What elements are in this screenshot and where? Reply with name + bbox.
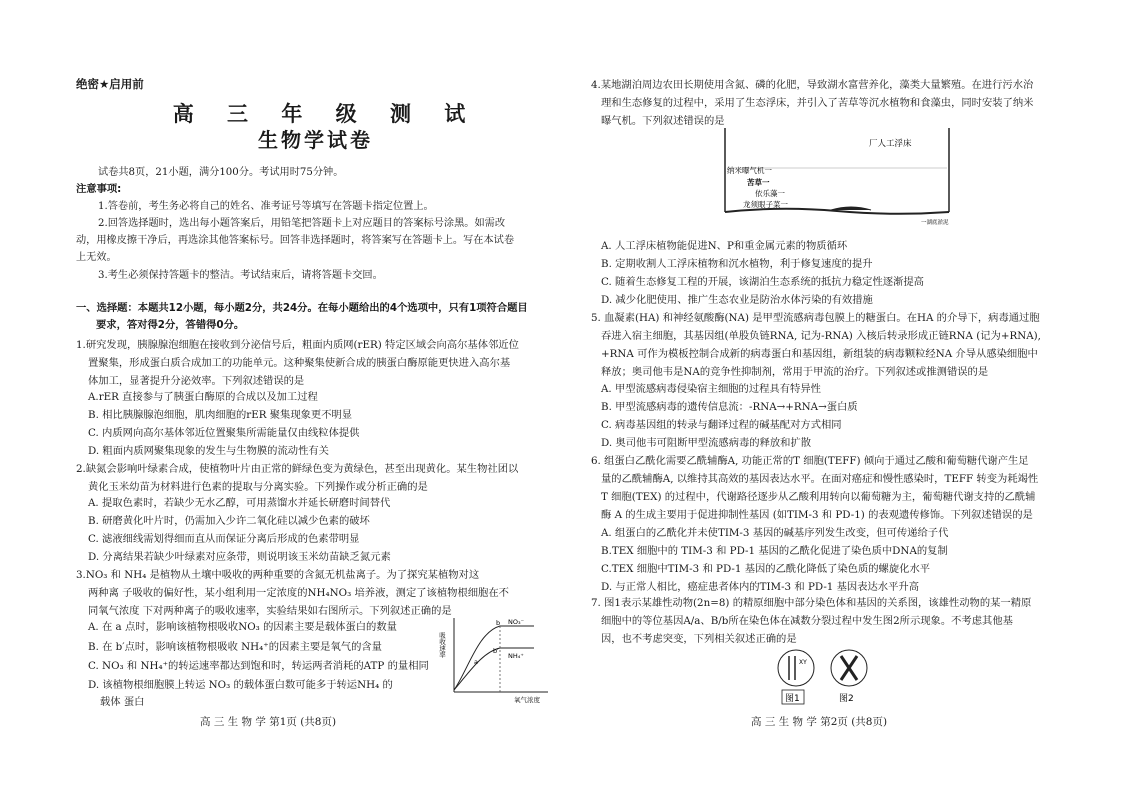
note-1: 1.答卷前，考生务必将自己的姓名、准考证号等填写在答题卡指定位置上。	[98, 201, 434, 212]
q4-option-a: A. 人工浮床植物能促进N、P和重金属元素的物质循环	[601, 240, 848, 252]
q3-option-d-cont: 载体 蛋白	[100, 696, 145, 708]
q2-line-1: 2.缺氮会影响叶绿素合成，使植物叶片由正常的鲜绿色变为黄绿色，甚至出现黄化。某生物社团以	[76, 463, 519, 475]
q5-line-3: +RNA 可作为模板控制合成新的病毒蛋白和基因组，新组装的病毒颗粒经NA 介导从感染细胞中	[601, 348, 1038, 360]
section-heading-cont: 要求，答对得2分，答错得0分。	[96, 319, 245, 331]
q7-line-1: 7. 图1表示某雄性动物(2n=8) 的精原细胞中部分染色体和基因的关系图，该雄性动物的某一精原	[591, 597, 1032, 609]
aerator-label: 纳米曝气机一	[727, 166, 772, 175]
q5-option-b: B. 甲型流感病毒的遗传信息流：-RNA→+RNA→蛋白质	[601, 401, 858, 413]
q6-option-c: C.TEX 细胞中TIM-3 和 PD-1 基因的乙酰化降低了染色质的螺旋化水平	[601, 563, 931, 575]
q3-option-d: D. 该植物根细胞膜上转运 NO₃ 的载体蛋白数可能多于转运NH₄ 的	[88, 679, 393, 691]
q1-option-c: C. 内质网向高尔基体邻近位置聚集所需能量仅由线粒体提供	[88, 427, 360, 439]
chromosome-figures	[769, 648, 889, 708]
algae-label: 依乐藻一	[755, 189, 785, 198]
q5-option-c: C. 病毒基因组的转录与翻译过程的碱基配对方式相同	[601, 419, 842, 431]
q1-line-2: 置聚集，形成蛋白质合成加工的功能单元。这种聚集使新合成的胰蛋白酶原能更快进入高尔基	[88, 357, 511, 369]
q2-option-b: B. 研磨黄化叶片时，仍需加入少许二氧化硅以减少色素的破坏	[88, 515, 370, 527]
q3-option-c: C. NO₃ 和 NH₄⁺的转运速率都达到饱和时，转运两者消耗的ATP 的量相同	[88, 660, 429, 672]
q4-option-d: D. 减少化肥使用、推广生态农业是防治水体污染的有效措施	[601, 294, 873, 306]
q6-option-b: B.TEX 细胞中的 TIM-3 和 PD-1 基因的乙酰化促进了染色质中DNA的复制	[601, 545, 948, 557]
point-b-label: b	[496, 619, 501, 627]
q3-line-2: 两种离 子吸收的偏好性，某小组利用一定浓度的NH₄NO₃ 培养液，测定了该植物根细胞在不	[88, 587, 509, 599]
q2-option-a: A. 提取色素时，若缺少无水乙醇，可用蒸馏水并延长研磨时间替代	[88, 497, 391, 509]
page-2	[561, 0, 1122, 793]
q4-option-b: B. 定期收割人工浮床植物和沉水植物，利于修复速度的提升	[601, 258, 873, 270]
lake-diagram	[721, 126, 961, 228]
q4-line-2: 理和生态修复的过程中，采用了生态浮床，并引入了苦草等沉水植物和食藻虫，同时安装了纳米	[601, 97, 1034, 109]
q1-option-b: B. 相比胰腺腺泡细胞，肌肉细胞的rER 聚集现象更不明显	[88, 409, 353, 421]
point-b-prime-label: b′	[493, 647, 499, 655]
y-axis-label: 吸收速率	[438, 632, 446, 658]
q5-option-d: D. 奥司他韦可阻断甲型流感病毒的释放和扩散	[601, 437, 812, 449]
q1-line-1: 1.研究发现，胰腺腺泡细胞在接收到分泌信号后，粗面内质网(rER) 特定区域会向高尔基体邻近位	[76, 339, 519, 351]
sediment-label: 一湖底淤泥	[921, 220, 949, 226]
q3-line-3: 同氧气浓度 下对两种离子的吸收速率，实验结果如右图所示。下列叙述正确的是	[88, 605, 452, 617]
figure-1-cell	[778, 650, 814, 686]
figure-1-label: 图1	[785, 694, 800, 704]
q7-line-3: 因，也不考虑突变，下列相关叙述正确的是	[601, 633, 797, 645]
section-heading: 一、选择题：本题共12小题，每小题2分，共24分。在每小题给出的4个选项中，只有1项符合题目	[76, 302, 528, 314]
q6-line-2: 量的乙酰辅酶A, 以维持其高效的基因表达水平。在面对癌症和慢性感染时，TEFF 转变为耗竭性	[601, 473, 1039, 485]
q1-line-3: 体加工，显著提升分泌效率。下列叙述错误的是	[88, 375, 305, 387]
note-2: 2.回答选择题时，选出每小题答案后，用铅笔把答题卡上对应题目的答案标号涂黑。如需改	[98, 218, 506, 229]
q3-line-1: 3.NO₃ 和 NH₄ 是植物从土壤中吸收的两种重要的含氮无机盐离子。为了探究某植物对这	[76, 569, 480, 581]
q6-line-4: 酶 A 的生成主要用于促进抑制性基因 (如TIM-3 和 PD-1) 的表观遗传修饰。下列叙述错误的是	[601, 509, 1033, 521]
q7-line-2: 细胞中的等位基因A/a、B/b所在染色体在减数分裂过程中发生图2所示现象。不考虑其他基	[601, 615, 1013, 627]
notes-heading: 注意事项:	[76, 183, 122, 195]
exam-intro: 试卷共8页，21小题，满分100分。考试用时75分钟。	[98, 167, 344, 178]
q1-option-d: D. 粗面内质网聚集现象的发生与生物膜的流动性有关	[88, 445, 329, 457]
q2-line-2: 黄化玉米幼苗为材料进行色素的提取与分离实验。下列操作或分析正确的是	[88, 481, 428, 493]
note-2-end: 上无效。	[76, 252, 117, 263]
q4-option-c: C. 随着生态修复工程的开展，该湖泊生态系统的抵抗力稳定性逐渐提高	[601, 276, 924, 288]
page-footer-1: 高 三 生 物 学 第1页 (共8页)	[200, 716, 337, 728]
page-footer-2: 高 三 生 物 学 第2页 (共8页)	[751, 716, 888, 728]
q2-option-d: D. 分离结果若缺少叶绿素对应条带，则说明该玉米幼苗缺乏氮元素	[88, 551, 391, 563]
q6-option-d: D. 与正常人相比，癌症患者体内的TIM-3 和 PD-1 基因表达水平升高	[601, 581, 919, 593]
exam-subtitle: 生物学试卷	[258, 128, 373, 152]
q4-line-1: 4.某地湖泊周边农田长期使用含氮、磷的化肥，导致湖水富营养化，藻类大量繁殖。在进行污水治	[591, 79, 1034, 91]
q6-option-a: A. 组蛋白的乙酰化并未使TIM-3 基因的碱基序列发生改变，但可传递给子代	[601, 527, 949, 539]
grass-label: 苦草一	[747, 178, 770, 187]
q1-option-a: A.rER 直接参与了胰蛋白酶原的合成以及加工过程	[88, 391, 318, 403]
q6-line-3: T 细胞(TEX) 的过程中，代谢路径逐步从乙酸利用转向以葡萄糖为主，葡萄糖代谢支持的乙酰辅	[601, 491, 1036, 503]
figure-1-xy-label: XY	[799, 659, 807, 666]
q5-line-1: 5. 血凝素(HA) 和神经氨酸酶(NA) 是甲型流感病毒包膜上的糖蛋白。在HA 的介导下，病毒通过胞	[591, 312, 1040, 324]
confidential-label: 绝密★启用前	[76, 77, 144, 91]
note-3: 3.考生必须保持答题卡的整洁。考试结束后，请将答题卡交回。	[98, 270, 383, 281]
nh4-series-label: NH₄⁺	[508, 652, 524, 660]
worm-label: 龙须眼子菜一	[743, 200, 788, 209]
float-label: 厂人工浮床	[869, 139, 912, 149]
q3-option-a: A. 在 a 点时，影响该植物根吸收NO₃ 的因素主要是载体蛋白的数量	[88, 621, 397, 633]
no3-series-label: NO₃⁻	[508, 618, 525, 626]
note-2-cont: 动，用橡皮擦干净后，再选涂其他答案标号。回答非选择题时，将答案写在答题卡上。写在本试卷	[76, 235, 515, 246]
q5-option-a: A. 甲型流感病毒侵染宿主细胞的过程具有特异性	[601, 383, 821, 395]
q4-line-3: 曝气机。下列叙述错误的是	[601, 115, 725, 127]
sediment-mound	[831, 207, 871, 210]
x-axis-label: 氧气浓度	[514, 696, 540, 704]
figure-2-label: 图2	[839, 694, 854, 704]
point-a-label: a	[474, 658, 478, 666]
exam-title: 高 三 年 级 测 试	[172, 101, 479, 126]
q3-option-b: B. 在 b′点时，影响该植物根吸收 NH₄⁺的因素主要是氧气的含量	[88, 641, 382, 653]
q5-line-4: 释放；奥司他韦是NA的竞争性抑制剂，常用于甲流的治疗。下列叙述或推测错误的是	[601, 366, 989, 378]
absorption-rate-chart	[438, 612, 554, 704]
q2-option-c: C. 滤液细线需划得细而直从而保证分离后形成的色素带明显	[88, 533, 360, 545]
q6-line-1: 6. 组蛋白乙酰化需要乙酰辅酶A, 功能正常的T 细胞(TEFF) 倾向于通过乙酸和葡萄糖代谢产生足	[591, 455, 1029, 467]
q5-line-2: 吞进入宿主细胞，其基因组(单股负链RNA, 记为-RNA) 入核后转录形成正链RNA (记为+RNA),	[601, 330, 1041, 342]
figure-2-crossover	[841, 656, 857, 680]
